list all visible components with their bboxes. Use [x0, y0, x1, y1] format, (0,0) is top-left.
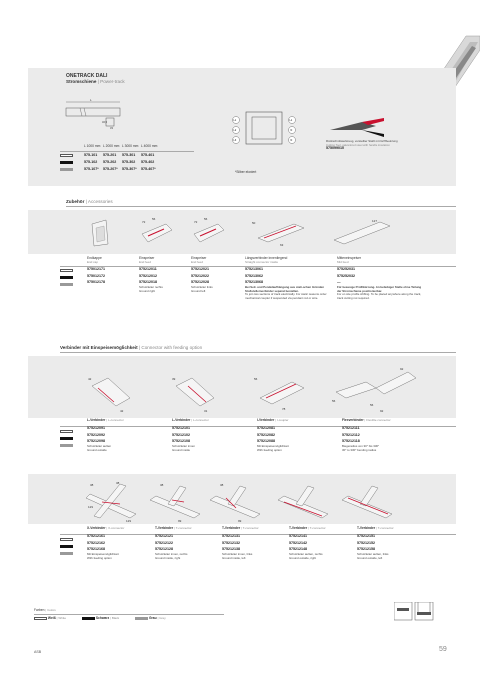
track-dimension-drawing — [60, 96, 130, 136]
conn-l-outside: L-Verbinder | L-connector 575212091 575212092 575212098 Schutzleiter außen Ground outside — [87, 418, 124, 452]
svg-text:42: 42 — [88, 377, 92, 381]
silver-note: *Silber eloxiert — [235, 170, 257, 174]
section1-title: ONETRACK DALI — [66, 73, 108, 79]
svg-text:92: 92 — [380, 409, 384, 413]
svg-text:L2: L2 — [233, 129, 237, 132]
dim-h-label: 32,5 — [102, 121, 108, 124]
svg-text:92: 92 — [400, 367, 404, 371]
white-swatch — [60, 154, 73, 157]
t-connector-inside-right-image — [148, 478, 202, 524]
svg-text:N: N — [290, 139, 293, 142]
dim-w-label: 33 — [110, 127, 113, 130]
svg-text:78: 78 — [282, 407, 286, 411]
svg-text:72: 72 — [194, 220, 198, 224]
svg-text:72: 72 — [142, 220, 146, 224]
legend-items: Weiß | White Schwarz | Black Grau | Grey — [34, 616, 166, 620]
cutting-tool-image — [326, 116, 386, 138]
flexible-connector-image — [330, 362, 420, 414]
svg-text:63: 63 — [280, 243, 284, 247]
t-connector-outside-left-image — [340, 478, 400, 524]
svg-text:38: 38 — [160, 483, 164, 487]
end-cap-image — [88, 218, 112, 248]
conn-bottom-swatches — [60, 537, 73, 556]
l-connector-inside-image — [170, 368, 220, 414]
svg-text:56: 56 — [152, 217, 156, 221]
svg-text:129: 129 — [126, 519, 132, 523]
footer-left: ASB — [34, 650, 42, 654]
page-number: 59 — [439, 646, 447, 653]
conn-t-outside-right: T-Verbinder | T-connector 575212141 575212142 575212148 Schutzleiter außen, rechts Ground outside, right — [289, 526, 326, 560]
grey-swatch — [60, 168, 73, 171]
svg-text:129: 129 — [88, 505, 94, 509]
section3-title: Verbinder mit Einspeisemöglichkeit | Connector with feeding option — [60, 345, 203, 350]
conn-t-outside-left: T-Verbinder | T-connector 575212151 575212152 575212158 Schutzleiter außen, links Ground outside, left — [357, 526, 394, 560]
svg-text:L1: L1 — [289, 119, 293, 122]
dim-l-label: L — [90, 98, 92, 102]
acc-item-end-cap: Endkappe End cap 575012171 575012172 575012178 — [87, 256, 105, 285]
t-connector-outside-right-image — [276, 478, 330, 524]
straight-connector-image — [250, 214, 310, 248]
t-connector-inside-left-image — [208, 478, 262, 524]
svg-text:56: 56 — [204, 217, 208, 221]
length-header: L 1000 mm L 2000 mm L 3000 mm L 4000 mm — [84, 144, 158, 148]
conn-flexible: Flexverbinder | Flexible connector 575212111 575212112 575212118 Biegeradius von 30° bis 330° 30° to 330° bending radius — [342, 418, 391, 452]
end-feed-right-image — [138, 214, 174, 248]
conn-l-inside: L-Verbinder | L-connector 575212101 575212102 575212108 Schutzleiter innen Ground inside — [172, 418, 209, 452]
svg-text:99: 99 — [238, 519, 242, 523]
acc-swatches — [60, 268, 73, 287]
conn-t-inside-right: T-Verbinder | T-connector 575212121 575212122 575212128 Schutzleiter innen, rechts Ground inside, right — [155, 526, 192, 560]
track-profile-drawing — [228, 108, 300, 148]
svg-text:99: 99 — [178, 519, 182, 523]
end-feed-left-image — [190, 214, 226, 248]
black-swatch — [60, 161, 73, 164]
conn-x: X-Verbinder | X-connector 575212161 575212162 575212168 Mit Einspeisemöglichkeit With feeding option — [87, 526, 125, 560]
svg-text:L1: L1 — [233, 119, 237, 122]
svg-text:N: N — [290, 129, 293, 132]
svg-text:39: 39 — [172, 377, 176, 381]
conn-top-swatches — [60, 429, 73, 448]
acc-item-straight-connector: Längsverbinder innenliegend Straight connector inside 575213061 575213062 575213068 Bei Seil- und Pendelaufhängung aus stati-schen Gründen Stoßstellenverbinder separat bestellen. To join two sections of track electrically. For static reasons order mechanical coupler if suspended via pendant rod or wire. — [245, 256, 327, 300]
svg-text:127: 127 — [372, 219, 378, 223]
l-connector-outside-image — [86, 368, 136, 414]
conn-t-inside-left: T-Verbinder | T-connector 575212131 575212132 575212138 Schutzleiter innen, links Ground inside, left — [222, 526, 259, 560]
mounting-icons — [394, 602, 434, 626]
track-row-black: 575-102 575-202 575-302 575-402 — [60, 160, 154, 164]
x-connector-image — [86, 478, 140, 524]
acc-item-end-feed-left: Einspeiser End feed 575212021 575212022 575212028 Schutzleiter links Ground left — [191, 256, 213, 293]
svg-text:42: 42 — [120, 409, 124, 413]
i-coupler-image — [252, 368, 312, 414]
legend-title: Farben | Colors — [34, 608, 56, 612]
mid-feed-image — [330, 214, 394, 248]
acc-item-mid-feed: Mitteneinspeiser Mid feed 575252031 575252032 — Für beassige Profilkürzung. An beliebiger Stelle ohne Teilung der Stromschiene positionierbar. For on site profile shifting. To be placed anywhere along the track, track cutting not required. — [337, 256, 422, 300]
svg-text:50: 50 — [252, 221, 256, 225]
section2-title: Zubehör | Accessories — [66, 199, 113, 204]
svg-text:56: 56 — [254, 377, 258, 381]
svg-text:38: 38 — [90, 483, 94, 487]
track-row-grey: 575-107* 575-207* 575-307* 575-407* — [60, 167, 156, 171]
svg-text:38: 38 — [220, 483, 224, 487]
conn-i-coupler: I-Verbinder | I-coupler 575212081 575212082 575212088 Mit Einspeisemöglichkeit With feeding option — [257, 418, 289, 452]
section1-subtitle: Stromschiene | Power-track — [66, 79, 125, 84]
svg-text:56: 56 — [332, 399, 336, 403]
svg-text:56: 56 — [370, 403, 374, 407]
track-row-white: 575-101 575-201 575-301 575-401 — [60, 153, 154, 157]
acc-item-end-feed-right: Einspeiser End feed 575212011 575212012 575212018 Schutzleiter rechts Ground right — [139, 256, 163, 293]
svg-text:L3: L3 — [233, 139, 237, 142]
svg-text:31: 31 — [204, 409, 208, 413]
svg-text:38: 38 — [116, 481, 120, 485]
tool-description: Rückschnittwerkzeug, verstellter Stahl mit Griffbeutzung Cutting Tool, galvanized steel with handle insulation 575099010 — [326, 139, 398, 151]
